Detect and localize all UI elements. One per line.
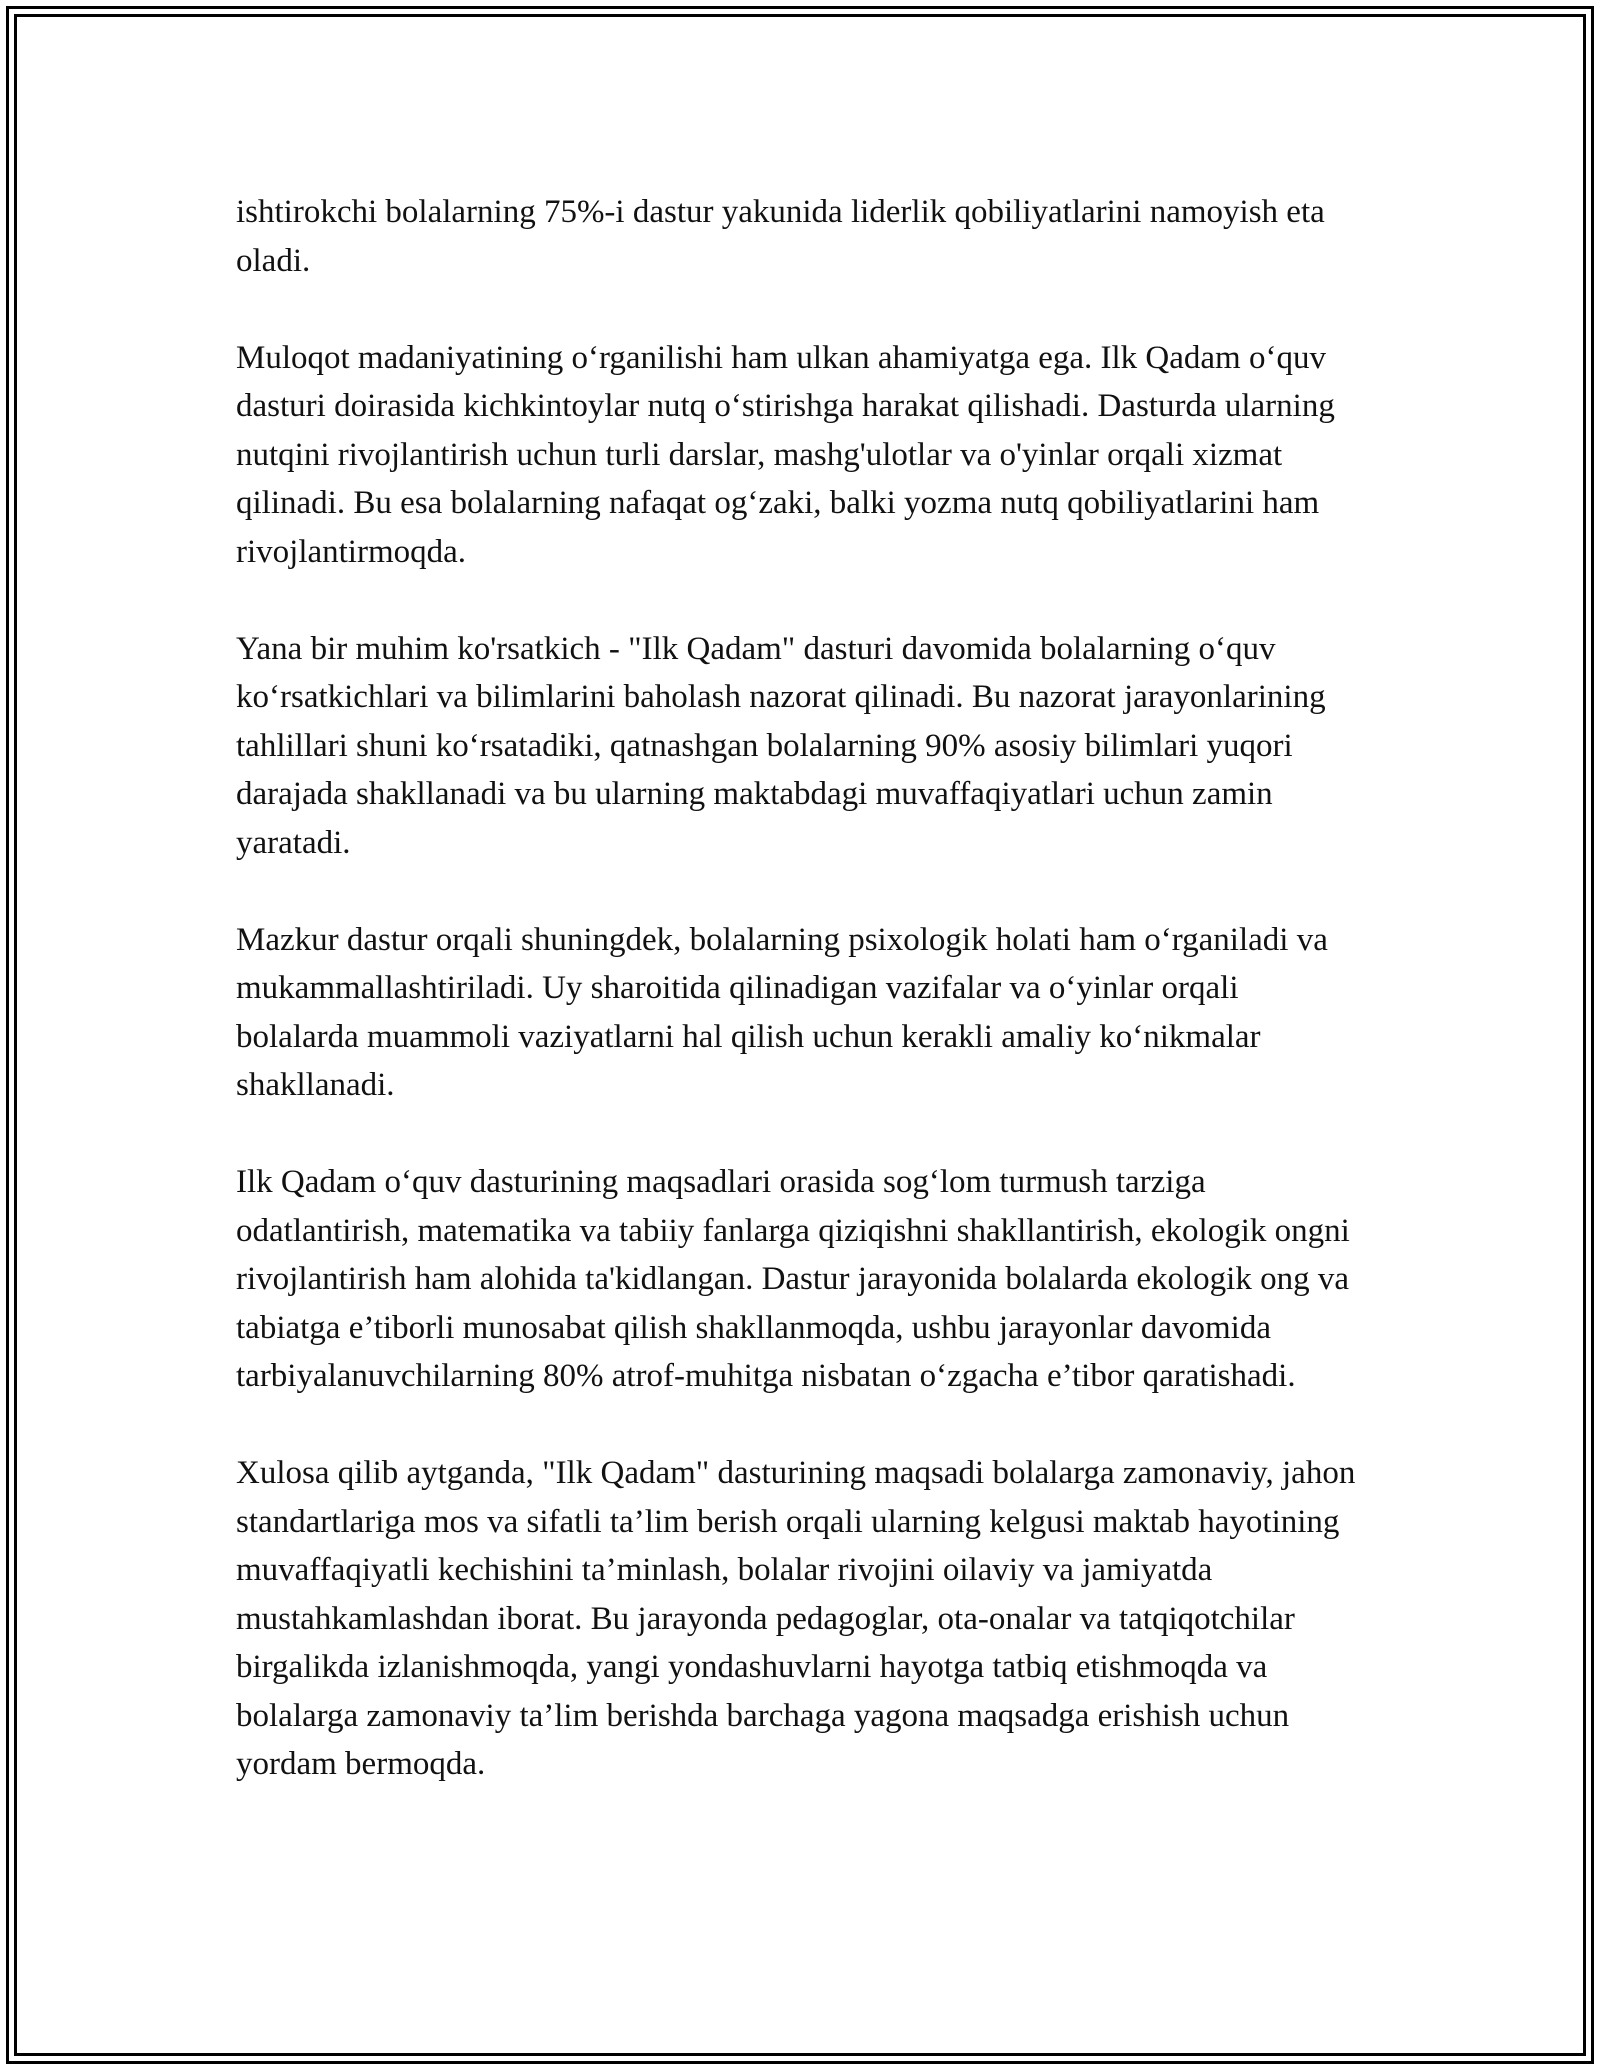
paragraph-program-goals: Ilk Qadam oʻquv dasturining maqsadlari orasida sogʻlom turmush tarziga odatlantirish, matematika va tabiiy fanlarga qiziqishni shakllantirish, ekologik ongni rivojlantirish ham alohida ta'kidlangan. Dastur jarayonida bolalarda ekologik ong va tabiatga e’tiborli munosabat qilish shakllanmoqda, ushbu jarayonlar davomida tarbiyalanuvchilarning 80% atrof-muhitga nisbatan oʻzgacha e’tibor qaratishadi.: [236, 1164, 1350, 1394]
paragraph-learning-indicators: Yana bir muhim ko'rsatkich - "Ilk Qadam" dasturi davomida bolalarning oʻquv koʻrsatkichlari va bilimlarini baholash nazorat qilinadi. Bu nazorat jarayonlarining tahlillari shuni koʻrsatadiki, qatnashgan bolalarning 90% asosiy bilimlari yuqori darajada shakllanadi va bu ularning maktabdagi muvaffaqiyatlari uchun zamin yaratadi.: [236, 630, 1326, 861]
paragraph-communication-culture: Muloqot madaniyatining oʻrganilishi ham ulkan ahamiyatga ega. Ilk Qadam oʻquv dasturi doirasida kichkintoylar nutq oʻstirishga harakat qilishadi. Dasturda ularning nutqini rivojlantirish uchun turli darslar, mashg'ulotlar va o'yinlar orqali xizmat qilinadi. Bu esa bolalarning nafaqat ogʻzaki, balki yozma nutq qobiliyatlarini ham rivojlantirmoqda.: [236, 339, 1335, 570]
paragraph-psychological-state: Mazkur dastur orqali shuningdek, bolalarning psixologik holati ham oʻrganiladi va mukammallashtiriladi. Uy sharoitida qilinadigan vazifalar va oʻyinlar orqali bolalarda muammoli vaziyatlarni hal qilish uchun kerakli amaliy koʻnikmalar shakllanadi.: [236, 921, 1328, 1103]
paragraph-conclusion: Xulosa qilib aytganda, "Ilk Qadam" dasturining maqsadi bolalarga zamonaviy, jahon standartlariga mos va sifatli ta’lim berish orqali ularning kelgusi maktab hayotining muvaffaqiyatli kechishini ta’minlash, bolalar rivojini oilaviy va jamiyatda mustahkamlashdan iborat. Bu jarayonda pedagoglar, ota-onalar va tatqiqotchilar birgalikda izlanishmoqda, yangi yondashuvlarni hayotga tatbiq etishmoqda va bolalarga zamonaviy ta’lim berishda barchaga yagona maqsadga erishish uchun yordam bermoqda.: [236, 1455, 1356, 1782]
document-body: [236, 188, 1366, 1789]
paragraph-leadership-result: ishtirokchi bolalarning 75%-i dastur yakunida liderlik qobiliyatlarini namoyish eta oladi.: [236, 194, 1325, 279]
